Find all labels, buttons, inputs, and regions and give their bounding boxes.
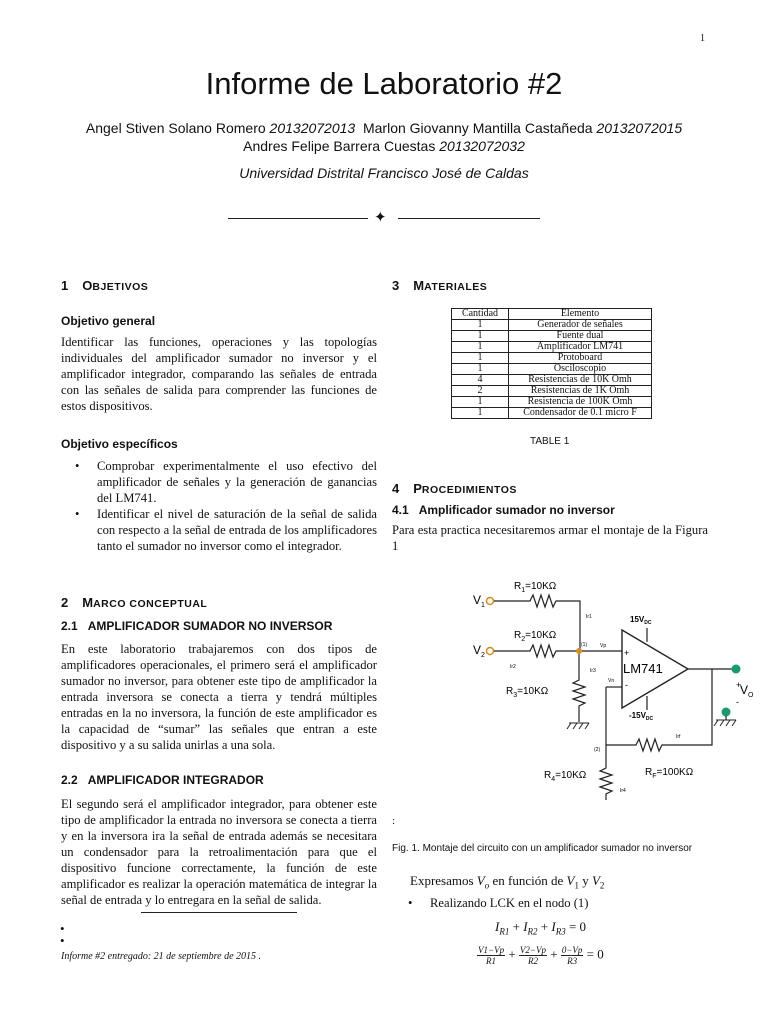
opamp-minus-label: - [625,680,628,690]
table-row: 1 Osciloscopio [452,364,652,375]
table-row: 1 Generador de señales [452,320,652,331]
ir1-label: Ir1 [586,614,592,620]
vp-label: Vp [600,643,607,649]
section-3-heading: 3 MATERIALES [392,278,488,293]
vo-minus: - [736,697,739,707]
objetivo-especificos-heading: Objetivo específicos [61,437,178,451]
authors [0,119,768,155]
title-divider-left [228,218,368,219]
table-row: 1 Amplificador LM741 [452,342,652,353]
v1-label: $V_1$ [473,593,485,609]
table-row: 1 Condensador de 0.1 micro F [452,408,652,419]
table-row: 2 Resistencias de 1K Omh [452,386,652,397]
author-1-name: Angel Stiven Solano Romero [85,120,266,136]
subsection-2-2-heading: 2.2 AMPLIFICADOR INTEGRADOR [61,773,264,787]
table-row: 1 Resistencia de 100K Omh [452,397,652,408]
ir4-label: Ir4 [620,788,626,794]
ground-terminal [722,708,731,717]
footnote-text: Informe #2 entregado: 21 de septiembre de 2015 . [61,951,262,962]
university: Universidad Distrital Francisco José de Caldas [239,165,529,181]
table-header: Cantidad [452,309,509,320]
r2-label: $R_2=10K\Omega$ [514,630,557,643]
subsection-4-1-text: Para esta practica necesitaremos armar el montaje de la Figura 1 [392,523,708,553]
expresamos-text: Expresamos $V_o$ en función de $V_1$ y $V_2$ [410,873,605,891]
v2-label: $V_2$ [473,643,485,659]
author-1-id: 20132072013 [269,120,356,136]
materials-table [451,308,652,419]
table-row: 1 Fuente dual [452,331,652,342]
page-number: 1 [700,33,705,44]
opamp-label: LM741 [623,661,663,676]
node-2-label: (2) [594,747,601,753]
r4-label: $R_4=10K\Omega$ [544,770,587,783]
ground-icon [714,720,736,726]
subsection-2-1-heading: 2.1 AMPLIFICADOR SUMADOR NO INVERSOR [61,619,333,633]
page-title: Informe de Laboratorio #2 [205,66,563,101]
table-header: Elemento [509,309,652,320]
vpos-label: $15V_{DC}$ [630,615,652,626]
author-3-name: Andres Felipe Barrera Cuestas [243,138,436,154]
author-2-name: Marlon Giovanny Mantilla Castañeda [362,120,593,136]
title-divider-right [398,218,540,219]
table-caption: TABLE 1 [530,436,570,447]
equation-2: $\frac{V1-Vp}{R1}$ + $\frac{V2-Vp}{R2}$ + $\frac{0-Vp}{R3}$ = 0 [478,945,604,966]
r1-resistor [494,595,580,650]
vneg-label: $-15V_{DC}$ [629,711,654,722]
vo-terminal [732,665,741,674]
circuit-diagram [440,570,768,800]
objetivo-especificos-list [61,458,377,554]
author-2-id: 20132072015 [596,120,683,136]
node-1-label: (1) [581,642,588,648]
ir3-label: Ir3 [590,668,596,674]
lck-list [394,895,710,911]
objetivo-general-text: Identificar las funciones, operaciones y las topologías individuales del amplificador sumador no inversor y el amplificador integrador, comparando las señales de entrada con las señales de salida para comprender las funciones de estos dispositivos. [61,335,377,413]
v1-terminal [487,598,494,605]
subsection-2-1-text: En este laboratorio trabajaremos con dos tipos de amplificadores operacionales, el primero será el amplificador sumador no inversor, para obtener este tipo de amplificador la entrada inversora se conecta a tierra y tendrá múltiples entradas en la no inversora, la función de este amplificador es la capacidad de “sumar” las señales que entran a este dispositivo y a su salida unirlas a una sola. [61,642,377,752]
vo-plus: + [736,680,742,690]
v2-terminal [487,648,494,655]
r4-resistor [600,745,612,800]
table-row: 1 Protoboard [452,353,652,364]
r2-resistor [494,645,578,657]
objetivo-general-heading: Objetivo general [61,314,156,328]
subsection-2-2-text: El segundo será el amplificador integrador, para obtener este tipo de amplificador la entrada no inversora se conecta a tierra y en la inversora ira la señal de entrada además se necesitara un condensador para la retroalimentación para que el dispositivo funcione correctamente, la función de este amplificador es realizar la operación matemática de integrar la señal de entrada y lo entregara en la señal de salida. [61,797,377,907]
r1-label: $R_1=10K\Omega$ [514,581,557,594]
list-item: • Identificar el nivel de saturación de la señal de salida con respecto a la señal de entrada de los amplificadores tanto el sumador no inversor como el integrador. [61,506,377,554]
section-1-heading: 1 OBJETIVOS [61,278,149,293]
figure-caption: Fig. 1. Montaje del circuito con un amplificador sumador no inversor [392,843,693,854]
node-1-dot [576,648,582,654]
section-2-heading: 2 MARCO CONCEPTUAL [61,595,208,610]
subsection-4-1-heading: 4.1 Amplificador sumador no inversor [392,503,615,517]
divider-ornament: ✦ [374,210,387,226]
ground-icon [567,723,589,729]
irf-label: Irf [676,734,681,740]
list-item: • Comprobar experimentalmente el uso efectivo del amplificador de señales y la generación de ganancias del LM741. [61,458,377,506]
footnote-bullet-1: • [60,921,65,936]
table-row: 4 Resistencias de 10K Omh [452,375,652,386]
figure-colon: : [392,815,396,827]
vo-label: $V_O$ [740,683,754,699]
r3-resistor [573,654,585,722]
vn-label: Vn [608,678,615,684]
author-3-id: 20132072032 [439,138,525,154]
list-item: • Realizando LCK en el nodo (1) [394,895,710,911]
equation-1: $I_{R1} + I_{R2} + I_{R3} = 0$ [495,919,587,937]
rf-label: $R_F=100K\Omega$ [645,767,694,780]
footnote-rule [141,912,297,913]
opamp-plus-label: + [624,648,630,658]
ir2-label: Ir2 [510,664,516,670]
r3-label: $R_3=10K\Omega$ [506,686,549,699]
footnote-bullet-2: • [60,933,65,948]
section-4-heading: 4 PROCEDIMIENTOS [392,481,517,496]
